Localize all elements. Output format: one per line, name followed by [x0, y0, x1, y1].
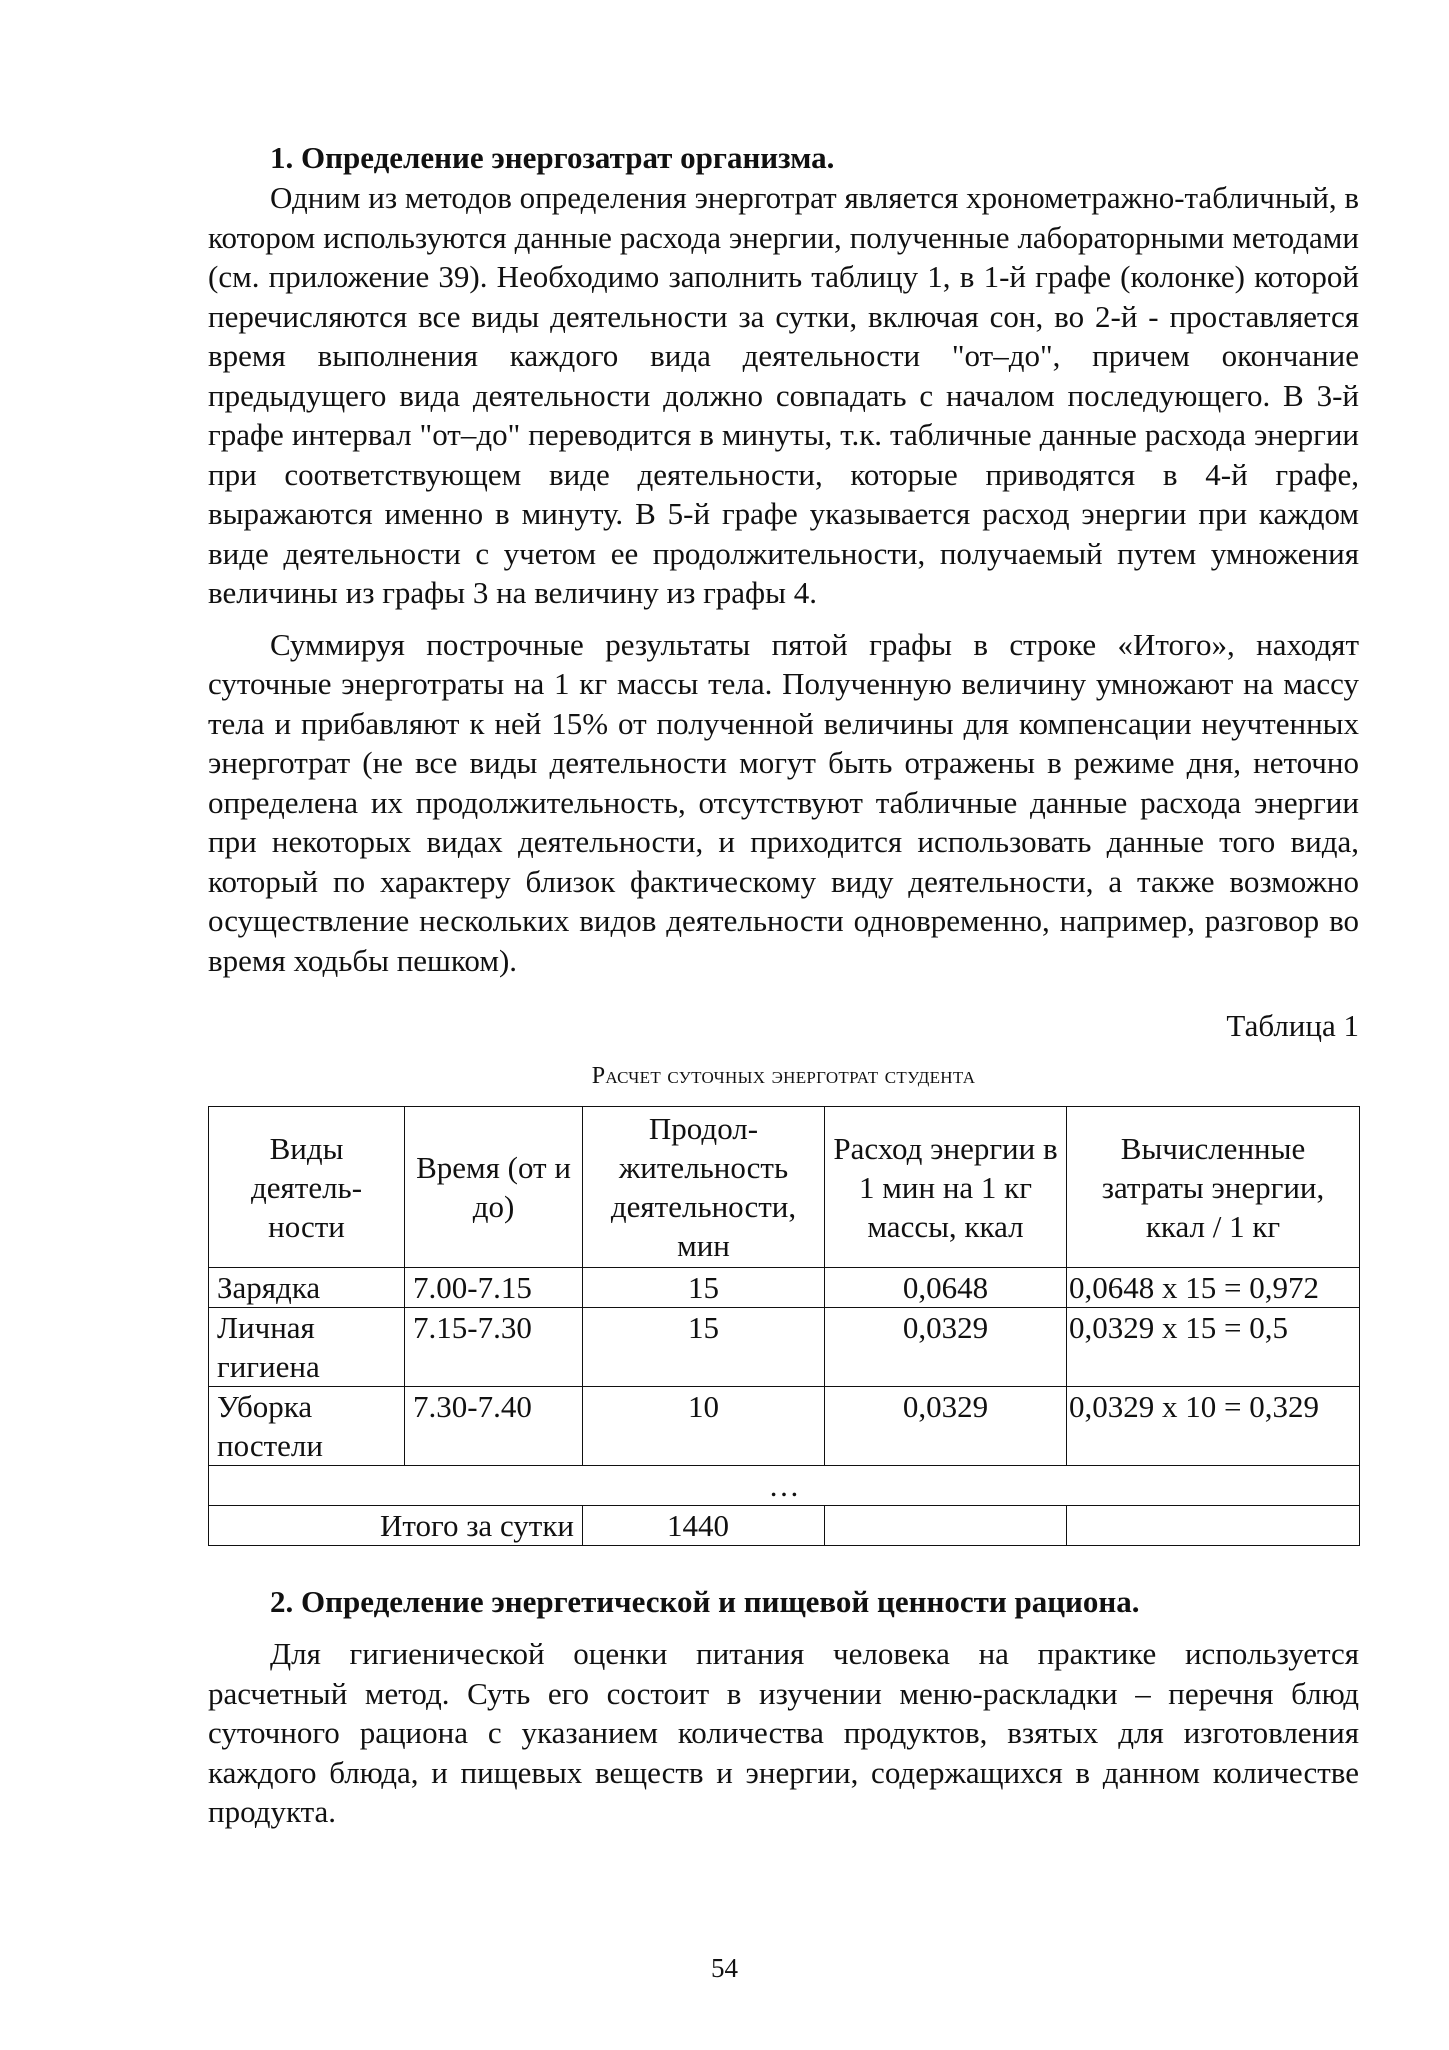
header-activity: Виды деятель-ности [209, 1107, 405, 1268]
cell-duration: 15 [583, 1308, 825, 1387]
cell-time: 7.30-7.40 [405, 1387, 583, 1466]
cell-energy-rate: 0,0329 [825, 1387, 1067, 1466]
cell-activity: Зарядка [209, 1268, 405, 1308]
header-energy-total: Вычисленные затраты энергии, ккал / 1 кг [1067, 1107, 1360, 1268]
document-page [208, 138, 1359, 1832]
cell-duration: 15 [583, 1268, 825, 1308]
header-energy-rate: Расход энергии в 1 мин на 1 кг массы, ккал [825, 1107, 1067, 1268]
table-ellipsis-row [209, 1466, 1360, 1506]
table-header-row [209, 1107, 1360, 1268]
table-row [209, 1268, 1360, 1308]
table-row [209, 1387, 1360, 1466]
page-number: 54 [711, 1953, 738, 1983]
cell-total-empty-2 [1067, 1506, 1360, 1546]
cell-total-minutes: 1440 [583, 1506, 825, 1546]
cell-energy-total: 0,0329 х 10 = 0,329 [1067, 1387, 1360, 1466]
cell-time: 7.00-7.15 [405, 1268, 583, 1308]
cell-time: 7.15-7.30 [405, 1308, 583, 1387]
cell-energy-total: 0,0648 х 15 = 0,972 [1067, 1268, 1360, 1308]
cell-duration: 10 [583, 1387, 825, 1466]
cell-total-label: Итого за сутки [209, 1506, 583, 1546]
cell-activity: Личная гигиена [209, 1308, 405, 1387]
energy-table [208, 1106, 1360, 1546]
cell-energy-rate: 0,0329 [825, 1308, 1067, 1387]
table-total-row [209, 1506, 1360, 1546]
table-title: Расчет суточных энерготрат студента [591, 1063, 976, 1089]
section1-paragraph2: Суммируя построчные результаты пятой графы в строке «Итого», находят суточные энерготраты на 1 кг массы тела. Полученную величину умножают на массу тела и прибавляют к ней 15% от полученной величины для компенсации неучтенных энерготрат (не все виды деятельности могут быть отражены в режиме дня, неточно определена их продолжительность, отсутствуют табличные данные расхода энергии при некоторых видах деятельности, и приходится использовать данные того вида, который по характеру близок фактическому виду деятельности, а также возможно осуществление нескольких видов деятельности одновременно, например, разговор во время ходьбы пешком). [208, 626, 1359, 978]
section1-paragraph1: Одним из методов определения энерготрат является хронометражно-табличный, в котором используются данные расхода энергии, полученные лабораторными методами (см. приложение 39). Необходимо заполнить таблицу 1, в 1-й графе (колонке) которой перечисляются все виды деятельности за сутки, включая сон, во 2-й - проставляется время выполнения каждого вида деятельности "от–до", причем окончание предыдущего вида деятельности должно совпадать с началом последующего. В 3-й графе интервал "от–до" переводится в минуты, т.к. табличные данные расхода энергии при соответствующем виде деятельности, которые приводятся в 4-й графе, выражаются именно в минуту. В 5-й графе указывается расход энергии при каждом виде деятельности с учетом ее продолжительности, получаемый путем умножения величины из графы 3 на величину из графы 4. [208, 180, 1359, 610]
cell-energy-rate: 0,0648 [825, 1268, 1067, 1308]
table-label: Таблица 1 [1226, 1008, 1359, 1043]
cell-total-empty-1 [825, 1506, 1067, 1546]
section1-heading: 1. Определение энергозатрат организма. [270, 140, 835, 175]
header-time: Время (от и до) [405, 1107, 583, 1268]
section2-paragraph1: Для гигиенической оценки питания человека на практике используется расчетный метод. Суть его состоит в изучении меню-раскладки – перечня блюд суточного рациона с указанием количества продуктов, взятых для изготовления каждого блюда, и пищевых веществ и энергии, содержащихся в данном количестве продукта. [208, 1636, 1359, 1829]
table-row [209, 1308, 1360, 1387]
cell-ellipsis: … [209, 1466, 1360, 1506]
cell-activity: Уборка постели [209, 1387, 405, 1466]
header-duration: Продол-жительность деятельности, мин [583, 1107, 825, 1268]
cell-energy-total: 0,0329 х 15 = 0,5 [1067, 1308, 1360, 1387]
section2-heading: 2. Определение энергетической и пищевой ценности рациона. [270, 1584, 1140, 1619]
